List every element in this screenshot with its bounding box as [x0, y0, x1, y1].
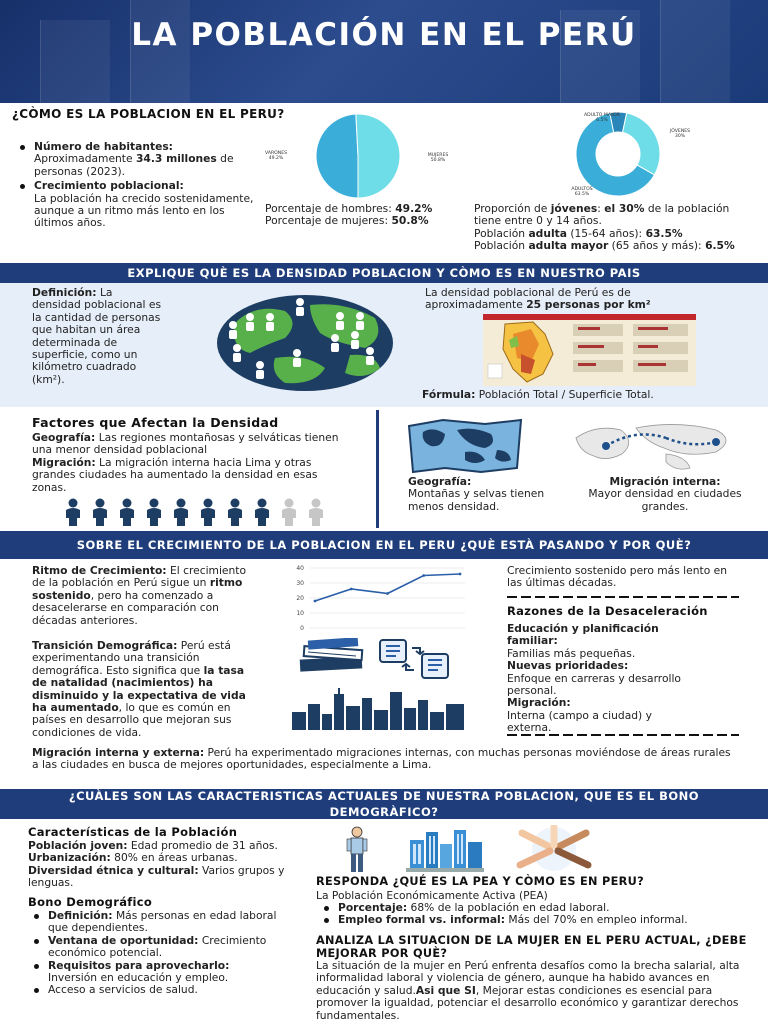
pea-list	[318, 902, 738, 927]
pea-title: RESPONDA ¿QUÉ ES LA PEA Y CÒMO ES EN PERU?	[316, 875, 644, 888]
factors-title: Factores que Afectan la Densidad	[32, 415, 279, 430]
person-icon	[255, 508, 269, 526]
transition-text: Transición Demográfica: Perú está experimentando una transición demográfica. Esto significa que la tasa de natalidad (nacimientos) ha disminuido y la expectativa de vida ha aumentado, lo que es común en países en desarrollo que mejoran sus condiciones de vida.	[32, 639, 246, 739]
characteristics-title: Características de la Población	[28, 825, 238, 839]
series-line	[315, 574, 460, 601]
city-skyline-icon	[292, 686, 464, 730]
migration-map-icon	[566, 418, 741, 473]
page-title: LA POBLACIÓN EN EL PERÚ	[131, 17, 637, 53]
list-item: Empleo formal vs. informal: Más del 70% en empleo informal.	[318, 914, 738, 926]
data-label: VARONES 49.2%	[264, 151, 288, 161]
growth-line-chart	[280, 560, 485, 635]
pie-slice	[623, 113, 660, 175]
person-icon	[285, 499, 294, 508]
list-item: Definición: Más personas en edad laboral que dependientes.	[28, 910, 278, 935]
migration-text: Migración interna y externa: Perú ha experimentado migraciones internas, con muchas personas moviéndose de áreas rurales a las ciudades en busca de mejores oportunidades, especialmente a Lima.	[32, 746, 731, 772]
person-icon	[96, 499, 105, 508]
population-facts	[14, 141, 262, 230]
person-icon	[282, 508, 296, 526]
gender-pie-chart	[258, 108, 458, 208]
data-label: ADULTOS 63.5%	[571, 187, 593, 197]
person-icon	[204, 499, 213, 508]
person-icon	[312, 499, 321, 508]
age-percentages: Proporción de jóvenes: el 30% de la población tiene entre 0 y 14 años. Población adulta (15-64 años): 63.5% Población adulta mayor (65 años y más): 6.5%	[474, 202, 735, 253]
bono-list	[28, 910, 278, 997]
tick-label: 20	[296, 595, 304, 602]
geography-caption: Geografía: Montañas y selvas tienen menos densidad.	[408, 475, 545, 513]
people-density-icon	[60, 498, 330, 526]
person-icon	[231, 499, 240, 508]
divider	[507, 596, 739, 598]
person-icon	[123, 499, 132, 508]
person-icon	[147, 508, 161, 526]
books-icon	[296, 638, 368, 674]
person-illustration	[342, 826, 372, 876]
growth-rhythm-text: Ritmo de Crecimiento: El crecimiento de la población en Perú sigue un ritmo sostenido, pero ha comenzado a desacelerarse en comparación con décadas anteriores.	[32, 564, 247, 627]
section1-heading: ¿CÒMO ES LA POBLACION EN EL PERU?	[12, 107, 285, 121]
person-icon	[309, 508, 323, 526]
age-donut-chart	[520, 108, 720, 203]
data-point	[314, 600, 317, 603]
data-label: ADULTO MAYOR 6.5%	[584, 113, 620, 123]
reasons-list: Educación y planificación familiar: Familias más pequeñas. Nuevas prioridades: Enfoque en carreras y desarrollo personal. Migración: Interna (campo a ciudad) y externa.	[507, 622, 681, 735]
characteristics-list: Población joven: Edad promedio de 31 años. Urbanización: 80% en áreas urbanas. Diversidad étnica y cultural: Varios grupos y lenguas.	[28, 839, 285, 890]
data-label: MUJERES 50.8%	[427, 153, 449, 163]
peru-density-text: La densidad poblacional de Perú es de aproximadamente 25 personas por km²	[425, 286, 651, 312]
person-icon	[120, 508, 134, 526]
pea-subtitle: La Población Económicamente Activa (PEA)	[316, 889, 548, 902]
section-band-characteristics: ¿CUÀLES SON LAS CARACTERISTICAS ACTUALES DE NUESTRA POBLACION, QUE ES EL BONO DEMOGRÀFICO?	[0, 789, 768, 819]
data-point	[422, 574, 425, 577]
world-map-icon	[405, 416, 525, 476]
person-icon	[93, 508, 107, 526]
women-title: ANALIZA LA SITUACION DE LA MUJER EN EL PERU ACTUAL, ¿DEBE MEJORAR POR QUÈ?	[316, 934, 747, 960]
list-item: Crecimiento poblacional: La población ha crecido sostenidamente, aunque a un ritmo más lento en los últimos años.	[14, 180, 262, 230]
list-item: Ventana de oportunidad: Crecimiento económico potencial.	[28, 935, 278, 960]
data-point	[386, 592, 389, 595]
peru-density-map	[483, 314, 696, 386]
tick-label: 10	[296, 610, 304, 617]
teamwork-hands-icon	[512, 825, 597, 873]
tick-label: 30	[296, 580, 304, 587]
gender-percentages: Porcentaje de hombres: 49.2% Porcentaje de mujeres: 50.8%	[265, 202, 433, 228]
factors-text: Geografía: Las regiones montañosas y selváticas tienen una menor densidad poblacional Migración: La migración interna hacia Lima y otras grandes ciudades ha aumentado la densidad en esas zonas.	[32, 431, 339, 494]
list-item: Porcentaje: 68% de la población en edad laboral.	[318, 902, 738, 914]
bono-title: Bono Demográfico	[28, 895, 153, 909]
person-icon	[201, 508, 215, 526]
list-item: Número de habitantes: Aproximadamente 34.3 millones de personas (2023).	[14, 141, 262, 178]
list-item: Acceso a servicios de salud.	[28, 984, 278, 996]
pie-slice	[356, 114, 400, 198]
migration-caption: Migración interna: Mayor densidad en ciudades grandes.	[588, 475, 742, 513]
women-text: La situación de la mujer en Perú enfrenta desafíos como la brecha salarial, alta informalidad laboral y violencia de género, aunque ha habido avances en educación y salud.Asi que SI, Mejorar estas condiciones es esencial para promover la igualdad, potenciar el desarrollo económico y garantizar derechos fundamentales.	[316, 959, 740, 1022]
person-icon	[177, 499, 186, 508]
density-definition: Definición: La densidad poblacional es la cantidad de personas que habitan un área determinada de superficie, como un kilómetro cuadrado (km²).	[32, 286, 162, 386]
divider	[507, 734, 739, 736]
person-icon	[228, 508, 242, 526]
data-point	[350, 588, 353, 591]
section-band-growth: SOBRE EL CRECIMIENTO DE LA POBLACION EN EL PERU ¿QUÈ ESTÀ PASANDO Y POR QUÈ?	[0, 531, 768, 559]
title-banner	[0, 0, 768, 103]
person-icon	[66, 508, 80, 526]
city-buildings-icon	[406, 828, 484, 872]
formula-text: Fórmula: Población Total / Superficie Total.	[422, 388, 654, 401]
data-point	[459, 573, 462, 576]
globe-people-icon	[215, 293, 395, 393]
list-item: Requisitos para aprovecharlo: Inversión en educación y empleo.	[28, 960, 278, 985]
reasons-title: Razones de la Desaceleración	[507, 604, 708, 618]
section-band-density: EXPLIQUE QUÈ ES LA DENSIDAD POBLACION Y CÒMO ES EN NUESTRO PAIS	[0, 263, 768, 283]
divider	[376, 410, 379, 528]
growth-summary: Crecimiento sostenido pero más lento en las últimas décadas.	[507, 564, 727, 590]
person-icon	[258, 499, 267, 508]
data-label: JÓVENES 30%	[669, 129, 691, 139]
documents-exchange-icon	[378, 638, 453, 680]
tick-label: 0	[300, 625, 304, 632]
pie-slice	[316, 114, 358, 198]
person-icon	[150, 499, 159, 508]
person-icon	[174, 508, 188, 526]
tick-label: 40	[296, 565, 304, 572]
person-icon	[69, 499, 78, 508]
